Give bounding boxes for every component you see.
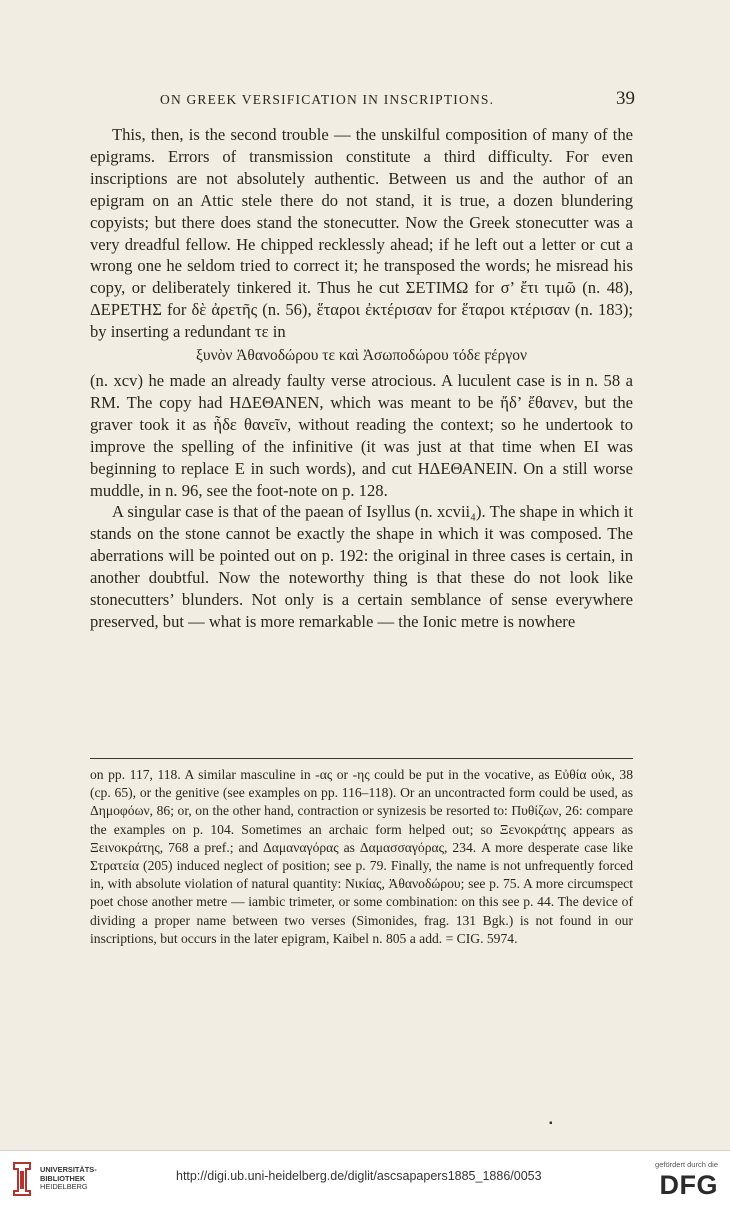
greek-verse: ξυνὸν Ἀθανοδώρου τε καὶ Ἀσωποδώρου τόδε ϝέργον bbox=[195, 347, 528, 365]
library-name-line-3: HEIDELBERG bbox=[40, 1182, 88, 1192]
paragraph-2: A singular case is that of the paean of Isyllus (n. xcvii₄). The shape in which it stands on the stone cannot be exactly the shape in which it was composed. The aberrations will be pointed out on p. 192: the original in three cases is certain, in another doubtful. Now the noteworthy thing is that these do not look like stonecutters’ blunders. Not only is a certain semblance of sense everywhere preserved, but — what is more remarkable — the Ionic metre is nowhere bbox=[90, 502, 633, 631]
library-name-line-2: BIBLIOTHEK bbox=[40, 1173, 86, 1183]
viewer-footer bbox=[0, 1150, 730, 1208]
footnotes bbox=[90, 766, 633, 948]
paragraph-1: This, then, is the second trouble — the unskilful composition of many of the epigrams. Errors of transmission constitute a third difficulty. For even inscriptions are not absolutely authentic. Between us and the author of an epigram on an Attic stele there do not stand, it is true, a dozen blundering copyists; but there does stand the stonecutter. Now the Greek stonecutter was a very dreadful fellow. He chipped recklessly ahead; if he left out a letter or cut a wrong one he seldom tried to correct it; he transposed the words; he misread his copy, or deliberately tinkered it. Thus he cut ΣΕΤΙΜΩ for σ’ ἔτι τιμῶ (n. 48), ΔΕΡΕΤΗΣ for δὲ ἀρετῆς (n. 56), ἕταροι ἐκτέρισαν for ἕταροι κτέρισαν (n. 183); by inserting a redundant τε in bbox=[90, 125, 633, 342]
paragraph-1-continued: (n. xcv) he made an already faulty verse atrocious. A luculent case is in n. 58 a RM. The copy had ΗΔΕΘΑΝΕΝ, which was meant to be ἤδ’ ἔθανεν, but the graver took it as ἦδε θανεῖν, without reading the context; so he undertook to improve the spelling of the infinitive (it was just at that time when ΕΙ was beginning to replace Ε in such words), and cut ΗΔΕΘΑΝΕΙΝ. On a still worse muddle, in n. 96, see the foot-note on p. 128. bbox=[90, 370, 633, 500]
running-title: ON GREEK VERSIFICATION IN INSCRIPTIONS. bbox=[160, 92, 495, 107]
library-name-line-1: UNIVERSITÄTS- bbox=[40, 1165, 97, 1174]
permalink-url[interactable]: http://digi.ub.uni-heidelberg.de/diglit/ascsapapers1885_1886/0053 bbox=[176, 1169, 542, 1183]
funded-by-label: gefördert durch die bbox=[655, 1160, 718, 1169]
page-number: 39 bbox=[616, 88, 635, 109]
main-text bbox=[90, 124, 633, 633]
library-name bbox=[40, 1166, 97, 1192]
university-library-logo-icon bbox=[10, 1161, 34, 1197]
stray-ink-mark: ▪ bbox=[549, 1118, 553, 1129]
footnote-text: on pp. 117, 118. A similar masculine in -ας or -ης could be put in the vocative, as Εὐθία οὐκ, 38 (cp. 65), or the genitive (see examples on pp. 116–118). Or an uncontracted form could be used, as Δημοφόων, 86; or, on the other hand, contraction or synizesis be resorted to: Πυθίζων, 26: compare the examples on p. 104. Sometimes an archaic form helped out; so Ξενοκράτης appears as Ξεινοκράτης, 768 a pref.; and Δαμαναγόρας as Δαμασσαγόρας, 234. A more desperate case like Στρατεία (205) induced neglect of position; see p. 79. Finally, the name is not unfrequently forced in, with absolute violation of natural quantity: Νικίας, Ἀθανοδώρου; see p. 75. A more circumspect poet chose another metre — iambic trimeter, or some combination: on this see p. 44. The device of dividing a proper name between two verses (Simonides, frag. 131 Bgk.) is not found in our inscriptions, but occurs in the later epigram, Kaibel n. 805 a add. = CIG. 5974. bbox=[90, 767, 633, 946]
footnote-divider bbox=[90, 758, 633, 759]
page-header bbox=[90, 90, 635, 112]
dfg-logo: DFG bbox=[659, 1170, 718, 1200]
